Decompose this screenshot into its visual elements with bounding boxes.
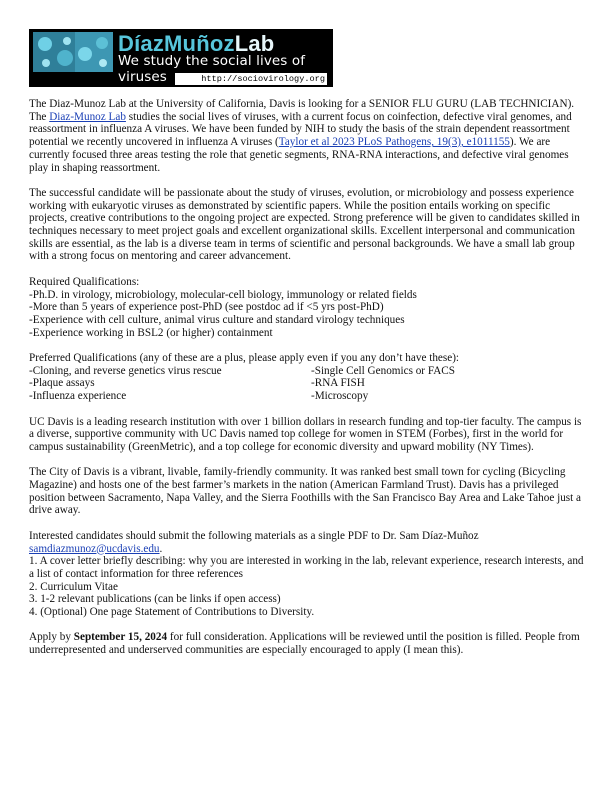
- list-item: 2. Curriculum Vitae: [29, 580, 118, 593]
- list-item: -Cloning, and reverse genetics virus rescue: [29, 364, 222, 377]
- preferred-heading: Preferred Qualifications (any of these are a plus, please apply even if you any don’t have these):: [29, 352, 460, 365]
- list-item: 1. A cover letter briefly describing: why you are interested in working in the lab, relevant experience, research interests, and a list of contact information for three references: [29, 555, 584, 580]
- lab-tagline: We study the social lives of viruses: [118, 53, 306, 85]
- application-intro: Interested candidates should submit the following materials as a single PDF to Dr. Sam Díaz-Muñoz samdiazmunoz@ucdavis.edu.: [29, 529, 479, 555]
- list-item: -Microscopy: [311, 390, 369, 403]
- paper-link[interactable]: Taylor et al 2023 PLoS Pathogens, 19(3), e1011155: [278, 136, 510, 149]
- job-ad-body: [29, 98, 584, 670]
- list-item: -RNA FISH: [311, 377, 365, 390]
- required-qualifications: [29, 276, 584, 340]
- preferred-qualifications: [29, 352, 584, 403]
- list-item: -Experience working in BSL2 (or higher) containment: [29, 326, 273, 339]
- intro-paragraph: The Diaz-Munoz Lab at the University of California, Davis is looking for a SENIOR FLU GURU (LAB TECHNICIAN). The Diaz-Munoz Lab studies the social lives of viruses, with a current focus on coinfection, defective viral genomes, and reassortment in influenza A viruses. We have been funded by NIH to study the basis of the strain dependent reassortment potential we recently uncovered in influenza A viruses (Taylor et al 2023 PLoS Pathogens, 19(3), e1011155). We are currently focused three areas testing the role that genetic segments, RNA-RNA interactions, and defective viral genomes play in shaping reassortment.: [29, 98, 575, 174]
- city-paragraph: The City of Davis is a vibrant, livable, family-friendly community. It was ranked best small town for cycling (Bicycling Magazine) and hosts one of the best farmer’s markets in the nation (American Farmland Trust). Davis has a privileged position between Sacramento, Napa Valley, and the Sierra Foothills with the San Francisco Bay Area and Lake Tahoe just a drive away.: [29, 466, 582, 517]
- deadline-date: September 15, 2024: [73, 631, 168, 644]
- lab-logo-text: DíazMuñozLab: [118, 31, 275, 56]
- virus-tile-icon: [33, 32, 79, 72]
- list-item: -Influenza experience: [29, 390, 127, 403]
- list-item: 3. 1-2 relevant publications (can be links if open access): [29, 593, 281, 606]
- candidate-paragraph: The successful candidate will be passionate about the study of viruses, evolution, or microbiology and possess experience working with eukaryotic viruses as demonstrated by scientific papers. While the position entails working on specific projects, creative contributions to the ongoing project are expected. Strong preference will be given to candidates skilled in techniques necessary to meet project goals and excellent organizational skills. Excellent interpersonal and communication skills are essential, as the lab is a diverse team in terms of scientific and personal backgrounds. We have a small lab group with a strong focus on mentoring and career advancement.: [29, 186, 580, 263]
- deadline-paragraph: Apply by September 15, 2024 for full consideration. Applications will be reviewed until the position is filled. People from underrepresented and underserved communities are especially encouraged to apply (I mean this).: [29, 631, 580, 657]
- lab-url: http://sociovirology.org: [175, 73, 327, 85]
- list-item: -Experience with cell culture, animal virus culture and standard virology techniques: [29, 313, 405, 326]
- list-item: -Single Cell Genomics or FACS: [311, 364, 455, 377]
- lab-banner: [29, 29, 333, 87]
- application-materials: [29, 530, 584, 619]
- list-item: -Ph.D. in virology, microbiology, molecular-cell biology, immunology or related fields: [29, 288, 417, 301]
- list-item: -Plaque assays: [29, 377, 95, 390]
- list-item: 4. (Optional) One page Statement of Contributions to Diversity.: [29, 606, 315, 619]
- required-heading: Required Qualifications:: [29, 275, 140, 288]
- email-link[interactable]: samdiazmunoz@ucdavis.edu: [29, 542, 160, 555]
- virus-tile-icon: [75, 32, 113, 72]
- ucdavis-paragraph: UC Davis is a leading research institution with over 1 billion dollars in research funding and top-tier faculty. The campus is a diverse, supportive community with UC Davis named top college for women in STEM (Forbes), first in the world for campus sustainability (GreenMetric), and a top college for economic diversity and upward mobility (NY Times).: [29, 415, 582, 453]
- lab-link[interactable]: Diaz-Munoz Lab: [49, 110, 126, 123]
- list-item: -More than 5 years of experience post-PhD (see postdoc ad if <5 yrs post-PhD): [29, 301, 384, 314]
